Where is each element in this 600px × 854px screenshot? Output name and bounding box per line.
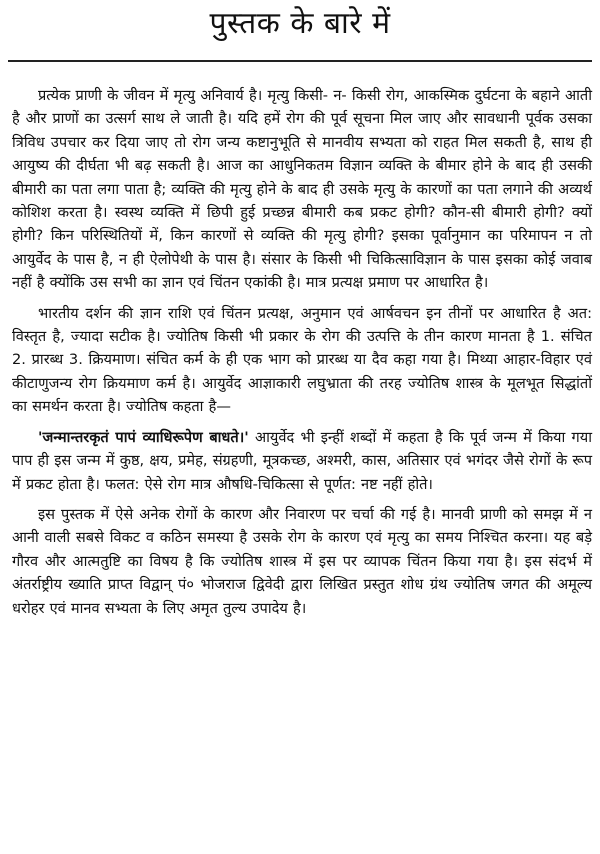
body-text xyxy=(12,84,592,620)
paragraph-3 xyxy=(12,426,592,496)
page-title: पुस्तक के बारे में xyxy=(209,6,391,41)
paragraph-3-text: आयुर्वेद भी इन्हीं शब्दों में कहता है कि पूर्व जन्म में किया गया पाप ही इस जन्म में कुष्ठ, क्षय, प्रमेह, संग्रहणी, मूत्रकच्छ, अश्मरी, कास, अतिसार एवं भगंदर जैसे रोगों के रूप में प्रकट होता है। फलत: ऐसे रोग मात्र औषधि-चिकित्सा से पूर्णत: नष्ट नहीं होते। xyxy=(12,428,593,493)
paragraph-2: भारतीय दर्शन की ज्ञान राशि एवं चिंतन प्रत्यक्ष, अनुमान एवं आर्षवचन इन तीनों पर आधारित है अत: विस्तृत है, ज्यादा सटीक है। ज्योतिष किसी भी प्रकार के रोग की उत्पत्ति के तीन कारण मानता है 1. संचित 2. प्रारब्ध 3. क्रियमाण। संचित कर्म के ही एक भाग को प्रारब्ध या दैव कहा गया है। मिथ्या आहार-विहार एवं कीटाणुजन्य रोग क्रियमाण कर्म है। आयुर्वेद आज्ञाकारी लघुभ्राता की तरह ज्योतिष शास्त्र के मूलभूत सिद्धांतों का समर्थन करता है। ज्योतिष कहता है— xyxy=(12,304,592,416)
paragraph-4: इस पुस्तक में ऐसे अनेक रोगों के कारण और निवारण पर चर्चा की गई है। मानवी प्राणी को समझ में न आनी वाली सबसे विकट व कठिन समस्या है उसके रोग के कारण एवं मृत्यु का समय निश्चित करना। यह बड़े गौरव और आत्मतुष्टि का विषय है कि ज्योतिष शास्त्र में इस पर व्यापक चिंतन किया गया है। इस संदर्भ में अंतर्राष्ट्रीय ख्याति प्राप्त विद्वान् पं० भोजराज द्विवेदी द्वारा लिखित प्रस्तुत शोध ग्रंथ ज्योतिष जगत की अमूल्य धरोहर एवं मानव सभ्यता के लिए अमृत तुल्य उपादेय है। xyxy=(12,505,592,617)
sanskrit-quote: 'जन्मान्तरकृतं पापं व्याधिरूपेण बाधते।' xyxy=(38,428,249,446)
title-divider xyxy=(8,60,592,62)
paragraph-1: प्रत्येक प्राणी के जीवन में मृत्यु अनिवार्य है। मृत्यु किसी- न- किसी रोग, आकस्मिक दुर्घटना के बहाने आती है और प्राणों का उत्सर्ग साथ ले जाती है। यदि हमें रोग की पूर्व सूचना मिल जाए और सावधानी पूर्वक उसका त्रिविध उपचार कर दिया जाए तो रोग जन्य कष्टानुभूति से मानवीय सभ्यता को राहत मिल सकती है, साथ ही आयुष्य की दीर्घता भी बढ़ सकती है। आज का आधुनिकतम विज्ञान व्यक्ति के बीमार होने के बाद ही उसकी बीमारी का पता लगा पाता है; व्यक्ति की मृत्यु होने के बाद ही उसके मृत्यु के कारणों का पता लगाने की अव्यर्थ कोशिश करता है। स्वस्थ व्यक्ति में छिपी हुई प्रच्छन्न बीमारी कब प्रकट होगी? कौन-सी बीमारी होगी? क्यों होगी? किन परिस्थितियों में, किन कारणों से व्यक्ति की मृत्यु होगी? इसका पूर्वानुमान का परिमापन न तो आयुर्वेद के पास है, न ही ऐलोपेथी के पास है। संसार के किसी भी चिकित्साविज्ञान के पास इसका कोई जवाब नहीं है क्योंकि उस सभी का ज्ञान एवं चिंतन एकांकी है। मात्र प्रत्यक्ष प्रमाण पर आधारित है। xyxy=(12,87,592,292)
